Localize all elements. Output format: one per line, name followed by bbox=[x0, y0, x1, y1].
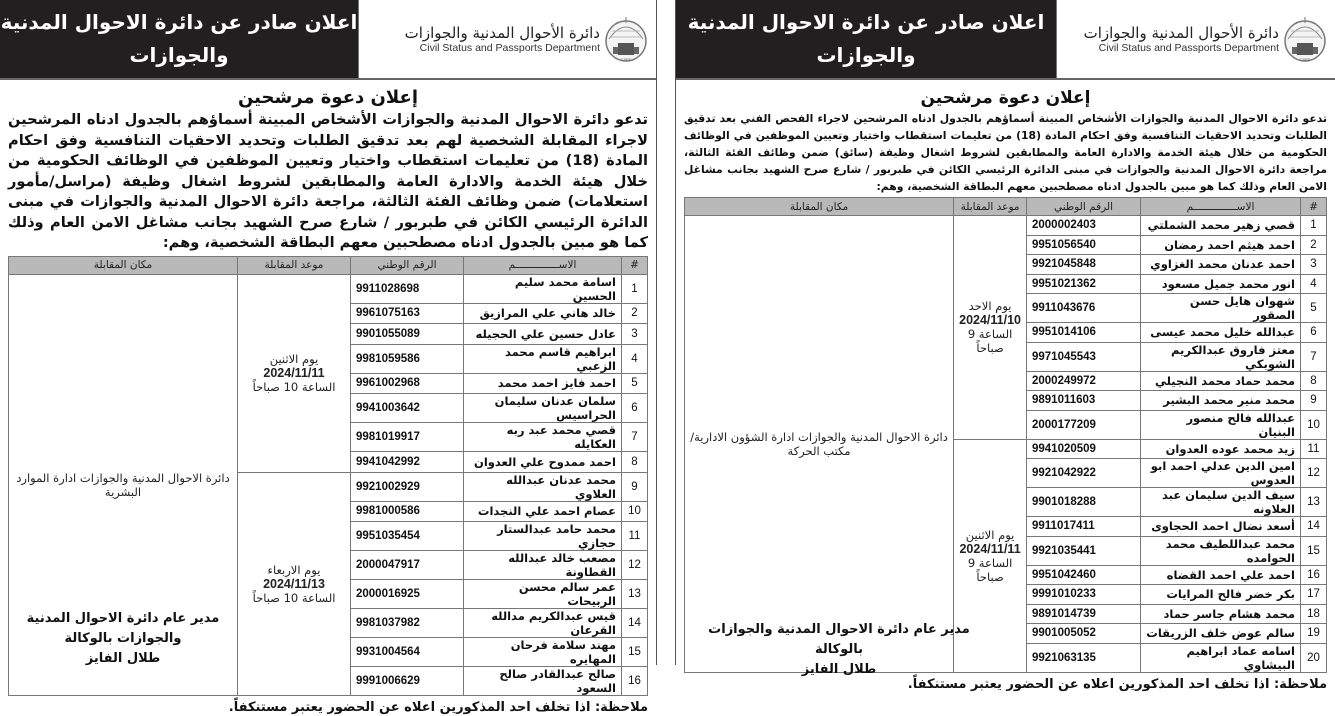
national-id: 9901005052 bbox=[1027, 624, 1141, 644]
row-number: 1 bbox=[622, 274, 648, 303]
row-number: 16 bbox=[622, 667, 648, 696]
row-number: 15 bbox=[1301, 536, 1327, 565]
appointment-day: يوم الاثنين bbox=[965, 527, 1015, 542]
national-id: 9981000586 bbox=[351, 501, 464, 522]
row-number: 1 bbox=[1301, 216, 1327, 236]
row-number: 11 bbox=[1301, 439, 1327, 459]
national-id: 9961002968 bbox=[351, 373, 464, 394]
national-id: 9951042460 bbox=[1027, 565, 1141, 585]
national-id: 2000249972 bbox=[1027, 371, 1141, 391]
national-id: 9971045543 bbox=[1027, 342, 1141, 371]
national-id: 9951035454 bbox=[351, 522, 464, 551]
national-id: 9911017411 bbox=[1027, 517, 1141, 537]
header-name: الاســــــــــــــم bbox=[464, 256, 622, 274]
interview-place: دائرة الاحوال المدنية والجوازات ادارة الشؤون الادارية/ مكتب الحركة bbox=[685, 216, 954, 673]
candidate-name: بكر خضر فالح المرايات bbox=[1141, 585, 1301, 605]
national-id: 9911028698 bbox=[351, 274, 464, 303]
candidate-name: سالم عوض خلف الزريقات bbox=[1141, 624, 1301, 644]
national-id: 9951021362 bbox=[1027, 274, 1141, 294]
national-id: 9981059586 bbox=[351, 344, 464, 373]
row-number: 12 bbox=[622, 551, 648, 580]
row-number: 17 bbox=[1301, 585, 1327, 605]
announcement-intro: تدعو دائرة الاحوال المدنية والجوازات الأشخاص المبينة أسماؤهم بالجدول ادناه المرشحين لاجراء المقابلة الشخصية لهم بعد تدقيق الطلبات وتحديد الاحقيات التنافسية وفق احكام المادة (18) من تعليمات استقطاب واختيار وتعيين الموظفين في الوظائف الحكومية من خلال هيئة الخدمة والادارة العامة والمطابقين لشروط اشغال وظيفة (مراسل/مأمور استعلامات) ضمن وظائف الفئة الثالثة، مراجعة دائرة الاحوال المدنية والجوازات في مبنى الدائرة الرئيسي الكائن في طبربور / شارع صرح الشهيد بجانب مشاغل الامن العام وذلك كما هو مبين بالجدول ادناه مصطحبين معهم البطاقة الشخصية، وهم: bbox=[8, 111, 649, 251]
announcement-header bbox=[0, 0, 656, 80]
header-appointment: موعد المقابلة bbox=[238, 256, 351, 274]
row-number: 6 bbox=[622, 394, 648, 423]
row-number: 13 bbox=[1301, 488, 1327, 517]
candidate-name: محمد عدنان عبدالله العلاوي bbox=[464, 472, 622, 501]
signature-block bbox=[12, 609, 234, 669]
appointment-cell bbox=[238, 274, 351, 472]
candidate-name: مصعب خالد عبدالله القطاونة bbox=[464, 551, 622, 580]
signer-name: طلال الفايز bbox=[801, 662, 877, 677]
row-number: 11 bbox=[622, 522, 648, 551]
appointment-time: الساعة 9 صباحاً bbox=[967, 555, 1013, 584]
national-id: 9911043676 bbox=[1027, 294, 1141, 323]
cspd-emblem-icon bbox=[1283, 9, 1327, 69]
candidate-name: قصي زهير محمد الشملتي bbox=[1141, 216, 1301, 236]
national-id: 9921002929 bbox=[351, 472, 464, 501]
candidate-name: اسامة محمد سليم الحسين bbox=[464, 274, 622, 303]
candidate-name: خالد هاني علي المرازيق bbox=[464, 303, 622, 324]
row-number: 14 bbox=[1301, 517, 1327, 537]
signer-title: مدير عام دائرة الاحوال المدنية والجوازات بالوكالة bbox=[26, 611, 220, 646]
national-id: 2000047917 bbox=[351, 551, 464, 580]
national-id: 9931004564 bbox=[351, 638, 464, 667]
candidate-name: احمد علي احمد القضاه bbox=[1141, 565, 1301, 585]
row-number: 4 bbox=[622, 344, 648, 373]
appointment-date: 2024/11/13 bbox=[263, 576, 325, 591]
row-number: 14 bbox=[622, 609, 648, 638]
national-id: 9951014106 bbox=[1027, 323, 1141, 343]
absence-note: ملاحظة: اذا تخلف احد المذكورين اعلاه عن الحضور يعتبر مستنكفاً. bbox=[228, 700, 648, 715]
row-number: 5 bbox=[1301, 294, 1327, 323]
candidate-name: معتز فاروق عبدالكريم الشوبكي bbox=[1141, 342, 1301, 371]
national-id: 9991006629 bbox=[351, 667, 464, 696]
row-number: 7 bbox=[1301, 342, 1327, 371]
row-number: 9 bbox=[1301, 391, 1327, 411]
candidate-name: شهوان هايل حسن الصقور bbox=[1141, 294, 1301, 323]
announcement-right bbox=[675, 0, 1335, 692]
header-name: الاســــــــــــــم bbox=[1141, 198, 1301, 216]
table-row bbox=[685, 216, 1327, 236]
candidate-name: انور محمد جميل مسعود bbox=[1141, 274, 1301, 294]
national-id: 2000177209 bbox=[1027, 410, 1141, 439]
candidate-name: عبدالله خليل محمد عيسى bbox=[1141, 323, 1301, 343]
brand-english-name: Civil Status and Passports Department bbox=[419, 41, 600, 54]
row-number: 8 bbox=[622, 452, 648, 473]
national-id: 9981019917 bbox=[351, 423, 464, 452]
row-number: 6 bbox=[1301, 323, 1327, 343]
brand-english-name: Civil Status and Passports Department bbox=[1098, 41, 1279, 54]
candidate-name: محمد حماد محمد النجيلي bbox=[1141, 371, 1301, 391]
candidate-name: محمد حامد عبدالستار حجازي bbox=[464, 522, 622, 551]
candidate-name: محمد منير محمد البشير bbox=[1141, 391, 1301, 411]
national-id: 2000002403 bbox=[1027, 216, 1141, 236]
national-id: 9901018288 bbox=[1027, 488, 1141, 517]
table-row bbox=[9, 274, 648, 303]
row-number: 12 bbox=[1301, 459, 1327, 488]
header-banner: اعلان صادر عن دائرة الاحوال المدنية والجوازات bbox=[0, 0, 358, 78]
row-number: 18 bbox=[1301, 604, 1327, 624]
absence-note: ملاحظة: اذا تخلف احد المذكورين اعلاه عن الحضور يعتبر مستنكفاً. bbox=[907, 676, 1327, 692]
header-num: # bbox=[1301, 198, 1327, 216]
candidate-name: صالح عبدالقادر صالح السعود bbox=[464, 667, 622, 696]
row-number: 3 bbox=[622, 324, 648, 345]
header-place: مكان المقابلة bbox=[9, 256, 238, 274]
appointment-cell bbox=[238, 472, 351, 696]
department-brand bbox=[1056, 0, 1335, 78]
national-id: 9941042992 bbox=[351, 452, 464, 473]
appointment-time: الساعة 10 صباحاً bbox=[252, 380, 336, 394]
national-id: 9951056540 bbox=[1027, 235, 1141, 255]
appointment-day: يوم الاربعاء bbox=[267, 562, 321, 577]
row-number: 13 bbox=[622, 580, 648, 609]
candidate-name: محمد عبداللطيف محمد الحوامده bbox=[1141, 536, 1301, 565]
candidate-name: سلمان عدنان سليمان الحراسيس bbox=[464, 394, 622, 423]
row-number: 5 bbox=[622, 373, 648, 394]
row-number: 9 bbox=[622, 472, 648, 501]
row-number: 2 bbox=[1301, 235, 1327, 255]
row-number: 8 bbox=[1301, 371, 1327, 391]
row-number: 7 bbox=[622, 423, 648, 452]
header-appointment: موعد المقابلة bbox=[954, 198, 1027, 216]
national-id: 9891011603 bbox=[1027, 391, 1141, 411]
svg-text:CSPD: CSPD bbox=[1299, 57, 1311, 62]
announcement-title: إعلان دعوة مرشحين bbox=[237, 87, 419, 108]
row-number: 20 bbox=[1301, 643, 1327, 672]
candidate-name: اسامه عماد ابراهيم البيشاوي bbox=[1141, 643, 1301, 672]
appointment-date: 2024/11/11 bbox=[263, 366, 325, 380]
header-banner: اعلان صادر عن دائرة الاحوال المدنية والجوازات bbox=[676, 0, 1056, 78]
row-number: 10 bbox=[622, 501, 648, 522]
row-number: 3 bbox=[1301, 255, 1327, 275]
candidate-name: أسعد نضال احمد الحجاوى bbox=[1141, 517, 1301, 537]
announcement-left bbox=[0, 0, 657, 715]
national-id: 9991010233 bbox=[1027, 585, 1141, 605]
candidates-table bbox=[684, 197, 1327, 673]
national-id: 9891014739 bbox=[1027, 604, 1141, 624]
candidate-name: عبدالله فالح منصور البنيان bbox=[1141, 410, 1301, 439]
header-national-id: الرقم الوطني bbox=[351, 256, 464, 274]
candidate-name: مهند سلامة فرحان المهايره bbox=[464, 638, 622, 667]
cspd-emblem-icon bbox=[604, 9, 648, 69]
candidate-name: قيس عبدالكريم مدالله القرعان bbox=[464, 609, 622, 638]
national-id: 9921042922 bbox=[1027, 459, 1141, 488]
announcement-title: إعلان دعوة مرشحين bbox=[920, 88, 1091, 108]
appointment-day: يوم الاحد bbox=[968, 299, 1012, 314]
department-brand bbox=[358, 0, 656, 78]
national-id: 9921045848 bbox=[1027, 255, 1141, 275]
national-id: 9921063135 bbox=[1027, 643, 1141, 672]
row-number: 10 bbox=[1301, 410, 1327, 439]
brand-arabic-name: دائرة الأحوال المدنية والجوازات bbox=[1083, 23, 1279, 42]
candidate-name: احمد هيثم احمد رمضان bbox=[1141, 235, 1301, 255]
national-id: 9901055089 bbox=[351, 324, 464, 345]
row-number: 4 bbox=[1301, 274, 1327, 294]
candidate-name: قصي محمد عبد ربه العكايله bbox=[464, 423, 622, 452]
appointment-day: يوم الاثنين bbox=[269, 352, 319, 366]
candidate-name: زيد محمد عوده العدوان bbox=[1141, 439, 1301, 459]
row-number: 16 bbox=[1301, 565, 1327, 585]
candidate-name: ابراهيم قاسم محمد الزعبي bbox=[464, 344, 622, 373]
signer-name: طلال الفايز bbox=[85, 651, 161, 666]
header-place: مكان المقابلة bbox=[685, 198, 954, 216]
candidate-name: احمد فايز احمد محمد bbox=[464, 373, 622, 394]
national-id: 9981037982 bbox=[351, 609, 464, 638]
brand-arabic-name: دائرة الأحوال المدنية والجوازات bbox=[404, 23, 600, 42]
signer-title: مدير عام دائرة الاحوال المدنية والجوازات بالوكالة bbox=[708, 622, 970, 657]
row-number: 2 bbox=[622, 303, 648, 324]
appointment-date: 2024/11/10 bbox=[959, 313, 1021, 328]
appointment-time: الساعة 10 صباحاً bbox=[252, 590, 336, 605]
national-id: 9941020509 bbox=[1027, 439, 1141, 459]
header-national-id: الرقم الوطني bbox=[1027, 198, 1141, 216]
header-num: # bbox=[622, 256, 648, 274]
candidate-name: محمد هشام جاسر حماد bbox=[1141, 604, 1301, 624]
appointment-date: 2024/11/11 bbox=[959, 541, 1021, 556]
appointment-cell bbox=[954, 216, 1027, 440]
announcement-intro: تدعو دائرة الاحوال المدنية والجوازات الأشخاص المبينة أسماؤهم بالجدول ادناه المرشحين لاجراء الفحص الفني بعد تدقيق الطلبات وتحديد الاحقيات التنافسية وفق احكام المادة (18) من تعليمات استقطاب واختيار وتعيين الموظفين في الوظائف الحكومية من خلال هيئة الخدمة والادارة العامة والمطابقين لشروط اشغال وظيفة (سائق) ضمن وظائف الفئة الثالثة، مراجعة دائرة الاحوال المدنية والجوازات في مبنى الدائرة الرئيسي الكائن في طبربور / شارع صرح الشهيد بجانب مشاغل الامن العام وذلك كما هو مبين بالجدول ادناه مصطحبين معهم البطاقة الشخصية، وهم: bbox=[684, 112, 1327, 193]
appointment-time: الساعة 9 صباحاً bbox=[967, 327, 1013, 356]
announcement-header bbox=[676, 0, 1335, 80]
candidate-name: عمر سالم محسن الربيحات bbox=[464, 580, 622, 609]
candidate-name: عادل حسين علي الحجيله bbox=[464, 324, 622, 345]
row-number: 19 bbox=[1301, 624, 1327, 644]
national-id: 9921035441 bbox=[1027, 536, 1141, 565]
signature-block bbox=[690, 620, 988, 680]
interview-place: دائرة الاحوال المدنية والجوازات ادارة الموارد البشرية bbox=[9, 274, 238, 696]
national-id: 2000016925 bbox=[351, 580, 464, 609]
national-id: 9961075163 bbox=[351, 303, 464, 324]
candidate-name: عصام احمد علي النجدات bbox=[464, 501, 622, 522]
candidate-name: احمد عدنان محمد الغزاوي bbox=[1141, 255, 1301, 275]
national-id: 9941003642 bbox=[351, 394, 464, 423]
candidate-name: امين الدين عدلي احمد ابو العدوس bbox=[1141, 459, 1301, 488]
candidate-name: سيف الدين سليمان عبد العلاونه bbox=[1141, 488, 1301, 517]
candidate-name: احمد ممدوح علي العدوان bbox=[464, 452, 622, 473]
svg-text:CSPD: CSPD bbox=[620, 57, 632, 62]
row-number: 15 bbox=[622, 638, 648, 667]
